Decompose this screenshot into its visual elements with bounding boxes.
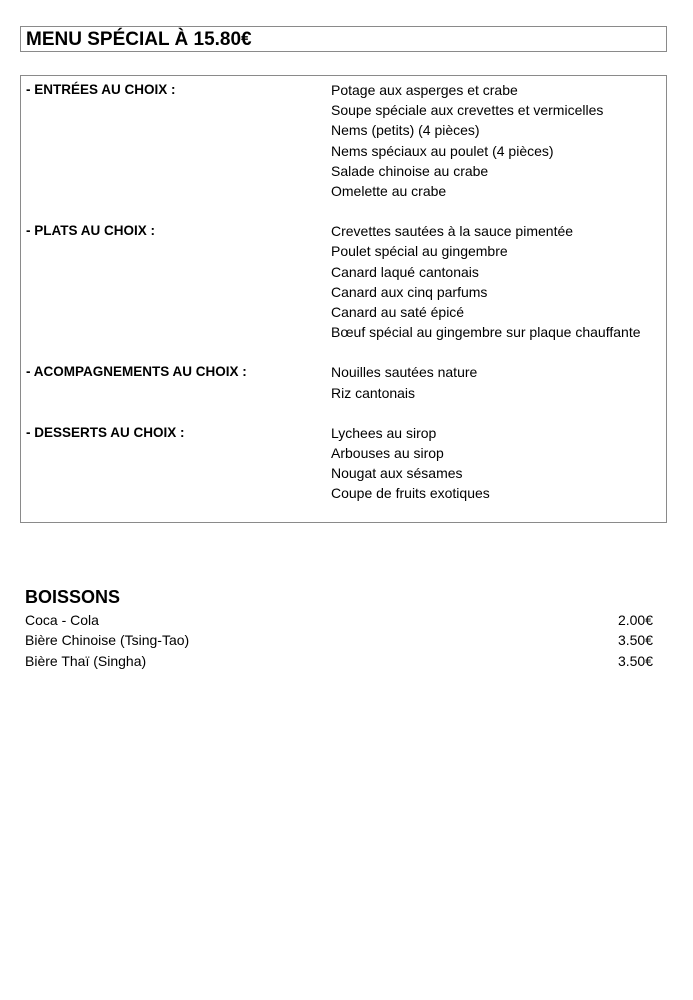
menu-item: Coupe de fruits exotiques <box>331 485 490 502</box>
menu-item: Poulet spécial au gingembre <box>331 243 508 260</box>
menu-section <box>21 80 666 201</box>
menu-item: Arbouses au sirop <box>331 445 444 462</box>
menu-item: Riz cantonais <box>331 384 416 401</box>
menu-item: Nems (petits) (4 pièces) <box>331 122 480 139</box>
drink-row <box>25 610 653 630</box>
section-category: - PLATS AU CHOIX : <box>26 223 155 239</box>
drinks-title: BOISSONS <box>25 587 121 607</box>
drink-name: Bière Thaï (Singha) <box>25 652 147 669</box>
menu-item: Omelette au crabe <box>331 183 447 200</box>
menu-table <box>20 75 667 523</box>
menu-title: MENU SPÉCIAL À 15.80€ <box>26 29 252 50</box>
menu-section <box>21 423 666 504</box>
menu-item: Soupe spéciale aux crevettes et vermicelles <box>331 102 604 119</box>
menu-item: Crevettes sautées à la sauce pimentée <box>331 223 574 240</box>
menu-item: Canard au saté épicé <box>331 304 465 321</box>
drink-name: Bière Chinoise (Tsing-Tao) <box>25 632 190 649</box>
menu-item: Salade chinoise au crabe <box>331 162 489 179</box>
menu-item: Canard laqué cantonais <box>331 263 479 280</box>
drink-name: Coca - Cola <box>25 612 99 628</box>
drink-row <box>25 630 653 650</box>
drink-row <box>25 651 653 671</box>
section-category: - ENTRÉES AU CHOIX : <box>26 82 176 97</box>
menu-item: Nouilles sautées nature <box>331 364 478 381</box>
menu-item: Nems spéciaux au poulet (4 pièces) <box>331 142 554 159</box>
menu-item: Bœuf spécial au gingembre sur plaque chauffante <box>331 324 641 341</box>
menu-item: Potage aux asperges et crabe <box>331 82 518 98</box>
section-category: - DESSERTS AU CHOIX : <box>26 424 185 440</box>
menu-section <box>21 221 666 342</box>
menu-item: Nougat aux sésames <box>331 465 463 482</box>
drink-price: 3.50€ <box>617 632 653 649</box>
menu-section <box>21 362 666 402</box>
section-category: - ACOMPAGNEMENTS AU CHOIX : <box>26 364 247 380</box>
drink-price: 3.50€ <box>617 652 653 669</box>
menu-item: Canard aux cinq parfums <box>331 283 488 300</box>
menu-title-box <box>20 26 667 52</box>
drink-price: 2.00€ <box>617 612 653 628</box>
drinks-list <box>25 610 653 671</box>
menu-item: Lychees au sirop <box>331 424 437 441</box>
